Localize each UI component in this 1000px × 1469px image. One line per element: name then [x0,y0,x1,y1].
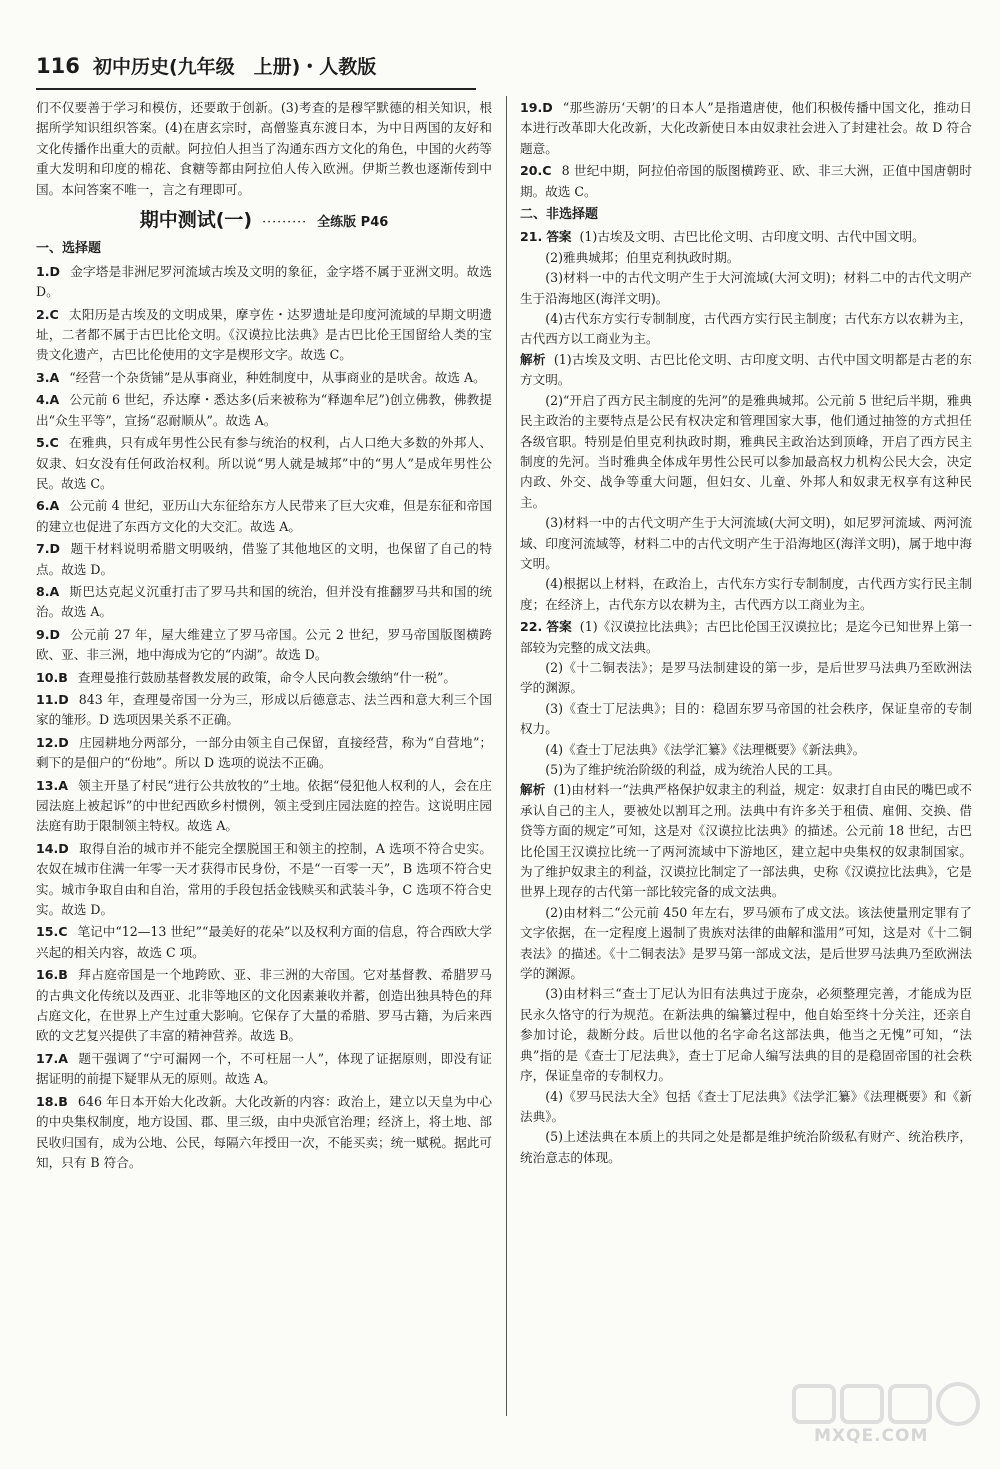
left-column [36,98,492,1175]
answer-line [36,390,492,431]
q21-analysis-line [520,350,972,391]
answer-item [36,390,492,431]
section-heading-choice: 一、选择题 [36,241,102,257]
q21-answer-label: 答案 [546,229,572,245]
q21-analysis-label: 解析 [520,351,546,367]
page-number: 116 [36,54,80,78]
item-text: 公元前 27 年，屋大维建立了罗马帝国。公元 2 世纪，罗马帝国版图横跨欧、亚、非三洲，地中海成为它的“内湖”。故选 D。 [36,626,492,663]
q21-answer-first: (1)古埃及文明、古巴比伦文明、古印度文明、古代中国文明。 [579,229,925,245]
item-number: 7.D [36,541,61,557]
answer-line [36,668,492,688]
answer-item [36,922,492,963]
q22-answer-part: (3)《查士丁尼法典》；目的：稳固东罗马帝国的社会秩序，保证皇帝的专制权力。 [520,700,972,737]
q21-answer-part: (2)雅典城邦；伯里克利执政时期。 [545,249,740,265]
item-number: 11.D [36,691,69,707]
item-text: 太阳历是古埃及的文明成果，摩亨佐・达罗遗址是印度河流域的早期文明遗址，二者都不属于古巴比伦文明。《汉谟拉比法典》是古巴比伦王国留给人类的宝贵文化遗产，古巴比伦使用的文字是楔形文字。故选 C。 [36,306,492,363]
item-number: 6.A [36,498,60,514]
item-number: 9.D [36,626,61,642]
q22-answers [520,658,972,780]
item-text: 取得自治的城市并不能完全摆脱国王和领主的控制，A 选项不符合史实。农奴在城市住满一年零一天才获得市民身份，不是“一百零一天”，B 选项不符合史实。城市争取自由和自治，常用的手段包括金钱赎买和武装斗争，C 选项不符合史实。故选 D。 [36,840,492,918]
q22-number: 22. [520,619,543,635]
item-text: 公元前 4 世纪，亚历山大东征给东方人民带来了巨大灾难，但是东征和帝国的建立也促进了东西方文化的大交汇。故选 A。 [36,498,492,534]
item-text: 题干材料说明希腊文明吸纳，借鉴了其他地区的文明，也保留了自己的特点。故选 D。 [36,541,492,577]
q22-answer-part: (4)《查士丁尼法典》《法学汇纂》《法理概要》《新法典》。 [545,741,866,757]
item-number: 19.D [520,100,553,115]
choice-answer-list-continued [520,98,972,202]
item-number: 2.C [36,306,59,322]
answer-item [36,776,492,837]
answer-item [36,433,492,494]
answer-item [36,539,492,580]
item-text: 庄园耕地分两部分，一部分由领主自己保留，直接经营，称为“自营地”；剩下的是佃户的“份地”。所以 D 选项的说法不正确。 [36,734,492,771]
q21-answers [520,248,972,350]
answer-item [36,1092,492,1174]
answer-line [36,1049,492,1090]
q22-answer-part: (2)《十二铜表法》；是罗马法制建设的第一步，是后世罗马法典乃至欧洲法学的渊源。 [520,659,972,696]
q22-answer-line [520,617,972,658]
item-text: 拜占庭帝国是一个地跨欧、亚、非三洲的大帝国。它对基督教、希腊罗马的古典文化传统以及西亚、北非等地区的文化因素兼收并蓄，创造出独具特色的拜占庭文化，在世界上产生过重大影响。它保存了大量的希腊、罗马古籍，为后来西欧的文艺复兴提供了丰富的精神营养。故选 B。 [36,967,492,1044]
answer-item [36,496,492,537]
item-text: 金字塔是非洲尼罗河流域古埃及文明的象征，金字塔不属于亚洲文明。故选 D。 [36,263,492,300]
q22-analysis-label: 解析 [520,782,546,798]
q21-answer-part: (3)材料一中的古代文明产生于大河流域(大河文明)；材料二中的古代文明产生于沿海地区(海洋文明)。 [520,270,972,306]
answer-line [36,496,492,537]
page-header [36,52,496,86]
answer-line [36,305,492,366]
answer-line [36,582,492,623]
item-number: 1.D [36,263,61,279]
q22-analysis-part: (4)《罗马民法大全》包括《查士丁尼法典》《法学汇纂》《法理概要》和《新法典》。 [520,1088,972,1124]
q21-analysis-part: (2)“开启了西方民主制度的先河”的是雅典城邦。公元前 5 世纪后半期，雅典民主政治的主要特点是公民有权决定和管理国家大事，他们通过抽签的方式担任各级官职。特别是伯里克利执政时期，雅典民主政治达到顶峰，开启了西方民主制度的先河。当时雅典全体成年男性公民可以参加最高权力机构公民大会，决定内政、外交、战争等重大问题，但妇女、儿童、外邦人和奴隶无权享有这种民主。 [520,392,972,510]
item-text: 在雅典，只有成年男性公民有参与统治的权利，占人口绝大多数的外邦人、奴隶、妇女没有任何政治权利。所以说“男人就是城邦”中的“男人”是成年男性公民。故选 C。 [36,435,492,491]
q22-analysis-first: (1)由材料一“法典严格保护奴隶主的利益，规定：奴隶打自由民的嘴巴或不承认自己的主人，要被处以割耳之刑。法典中有许多关于租债、雇佣、交换、借贷等方面的规定”可知，这是对《汉谟拉比法典》的描述。公元前 18 世纪，古巴比伦国王汉谟拉比统一了两河流域中下游地区，建立起中央集权的奴隶制国家。为了维护奴隶主的利益，汉谟拉比制定了一部法典，史称《汉谟拉比法典》，它是世界上现存的古代第一部比较完备的成文法典。 [520,782,973,900]
item-number: 10.B [36,669,68,685]
q21-answer-line [520,227,972,247]
answer-item [36,733,492,774]
item-number: 3.A [36,369,60,385]
answer-line [36,965,492,1047]
edition-reference: 全练版 P46 [317,215,389,231]
q22-answer-label: 答案 [546,619,572,635]
item-number: 20.C [520,163,552,179]
q22-analysis-part: (5)上述法典在本质上的共同之处是都是维护统治阶级私有财产、统治秩序，统治意志的体现。 [520,1129,972,1165]
item-text: “那些游历‘天朝’的日本人”是指遣唐使，他们积极传播中国文化，推动日本进行改革即大化改新，大化改新使日本由奴隶社会进入了封建社会。故 D 符合题意。 [520,100,972,156]
item-number: 8.A [36,583,60,599]
exam-title: 期中测试(一) [139,209,253,232]
q21-analysis-part: (3)材料一中的古代文明产生于大河流域(大河文明)，如尼罗河流域、两河流域、印度河流域等，材料二中的古代文明产生于沿海地区(海洋文明)，属于地中海文明。 [520,515,972,571]
q22-answer-first: (1)《汉谟拉比法典》；古巴比伦国王汉谟拉比；是迄今已知世界上第一部较为完整的成文法典。 [520,619,973,655]
item-number: 16.B [36,967,68,983]
item-text: 斯巴达克起义沉重打击了罗马共和国的统治，但并没有推翻罗马共和国的统治。故选 A。 [36,583,492,620]
answer-line [36,839,492,921]
answer-line [36,1092,492,1174]
title-dots: ········· [262,214,308,230]
intro-paragraph: 们不仅要善于学习和模仿，还要敢于创新。(3)考查的是穆罕默德的相关知识，根据所学知识组织答案。(4)在唐玄宗时，高僧鉴真东渡日本，为中日两国的友好和文化传播作出重大的贡献。阿拉伯人担当了沟通东西方文化的角色，中国的火药等重大发明和印度的棉花、食糖等都由阿拉伯人传入欧洲。伊斯兰教也逐渐传到中国。本问答案不唯一，言之有理即可。 [36,100,492,197]
answer-item [520,161,972,202]
answer-line [520,98,972,159]
answer-item [36,690,492,731]
choice-answer-list [36,262,492,1173]
item-text: 843 年，查理曼帝国一分为三，形成以后德意志、法兰西和意大利三个国家的雏形。D 选项因果关系不正确。 [36,691,492,728]
item-text: 8 世纪中期，阿拉伯帝国的版图横跨亚、欧、非三大洲，正值中国唐朝时期。故选 C。 [520,163,972,199]
item-text: 题干强调了“宁可漏网一个，不可枉屈一人”，体现了证据原则，即没有证据证明的前提下疑罪从无的原则。故选 A。 [36,1050,492,1087]
item-number: 4.A [36,392,60,408]
column-divider [506,96,507,1416]
item-number: 13.A [36,777,69,793]
answer-item [36,668,492,688]
item-text: 查理曼推行鼓励基督教发展的政策，命令人民向教会缴纳“什一税”。 [77,669,457,685]
q22-analysis [520,903,972,1168]
answer-item [520,98,972,159]
answer-line [36,625,492,666]
header-rule [36,88,476,90]
item-number: 14.D [36,840,69,856]
section-heading-nonchoice: 二、非选择题 [520,207,599,223]
q22-answer-part: (5)为了维护统治阶级的利益，成为统治人民的工具。 [545,762,841,777]
item-text: 646 年日本开始大化改新。大化改新的内容：政治上，建立以天皇为中心的中央集权制度，地方设国、郡、里三级，由中央派官治理；经济上，将土地、部民收归国有，成为公地、公民，每隔六年授田一次，不能买卖；统一赋税。据此可知，只有 B 符合。 [36,1093,492,1170]
question-21 [520,227,972,615]
item-number: 12.D [36,734,69,750]
answer-item [36,625,492,666]
item-number: 15.C [36,924,68,940]
item-number: 17.A [36,1050,69,1066]
answer-item [36,305,492,366]
watermark-text: MXQE.COM [814,1426,929,1446]
q22-analysis-part: (2)由材料二“公元前 450 年左右，罗马颁布了成文法。该法使量刑定罪有了文字依据，在一定程度上遏制了贵族对法律的曲解和滥用”可知，这是对《十二铜表法》的描述。《十二铜表法》是罗马第一部成文法，是后世罗马法典乃至欧洲法学的渊源。 [520,904,972,982]
answer-line [36,539,492,580]
exam-title-row [36,210,492,233]
item-text: 公元前 6 世纪，乔达摩・悉达多(后来被称为“释迦牟尼”)创立佛教，佛教提出“众生平等”，宣扬“忍耐顺从”。故选 A。 [36,392,492,428]
item-text: “经营一个杂货铺”是从事商业，种姓制度中，从事商业的是吠舍。故选 A。 [69,369,486,385]
q21-answer-part: (4)古代东方实行专制制度，古代西方实行民主制度；古代东方以农耕为主，古代西方以工商业为主。 [520,311,972,347]
right-column [520,98,972,1170]
answer-line [36,262,492,303]
q22-analysis-part: (3)由材料三“查士丁尼认为旧有法典过于庞杂，必须整理完善，才能成为臣民永久恪守的行为规范。在新法典的编纂过程中，他自始至终十分关注，还亲自参加讨论，裁断分歧。后世以他的名字命名这部法典，他当之无愧”可知，“法典”指的是《查士丁尼法典》，查士丁尼命人编写法典的目的是稳固帝国的社会秩序，保证皇帝的专制权力。 [520,986,972,1084]
answer-line [36,690,492,731]
answer-line [36,922,492,963]
book-title: 初中历史(九年级 上册)・人教版 [92,56,377,78]
q21-analysis-part: (4)根据以上材料，在政治上，古代东方实行专制制度，古代西方实行民主制度；在经济上，古代东方以农耕为主，古代西方以工商业为主。 [520,576,972,612]
answer-line [520,161,972,202]
q21-analysis-first: (1)古埃及文明、古巴比伦文明、古印度文明、古代中国文明都是古老的东方文明。 [520,351,972,388]
q21-analysis [520,391,972,615]
question-22 [520,617,972,1168]
answer-line [36,368,492,388]
answer-line [36,433,492,494]
watermark-logo-icon [790,1380,990,1460]
q21-number: 21. [520,229,543,245]
watermark [790,1380,990,1460]
answer-item [36,368,492,388]
item-text: 领主开垦了村民“进行公共放牧的”土地。依据“侵犯他人权利的人，会在庄园法庭上被起诉”的中世纪西欧乡村惯例，领主受到庄园法庭的控告。这说明庄园法庭有助于限制领主特权。故选 A。 [36,777,492,834]
item-text: 笔记中“12—13 世纪”“最美好的花朵”以及权利方面的信息，符合西欧大学兴起的相关内容，故选 C 项。 [36,924,492,960]
answer-line [36,733,492,774]
answer-item [36,582,492,623]
intro-block [36,98,492,200]
answer-item [36,965,492,1047]
answer-item [36,262,492,303]
item-number: 5.C [36,435,59,451]
item-number: 18.B [36,1093,68,1109]
answer-line [36,776,492,837]
q22-analysis-line [520,780,972,902]
answer-item [36,839,492,921]
answer-item [36,1049,492,1090]
